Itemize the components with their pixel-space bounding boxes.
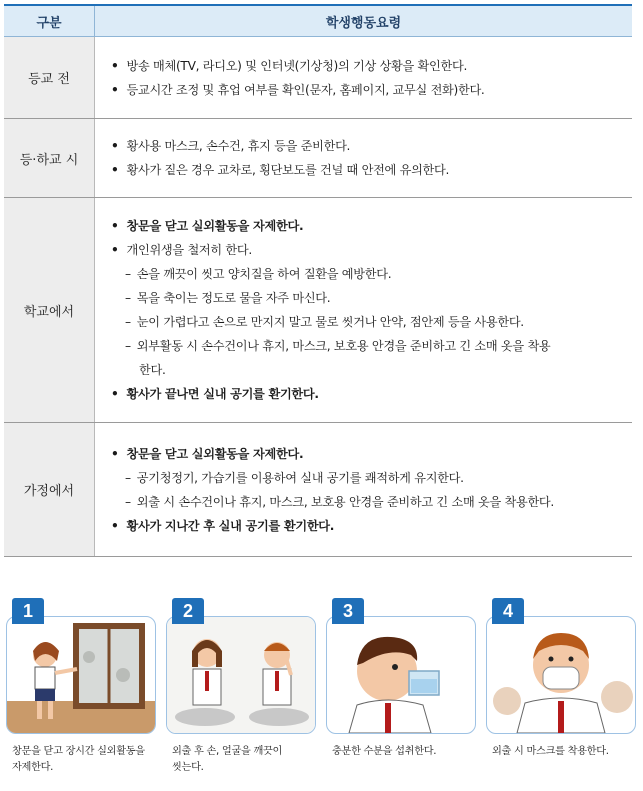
- header-category: 구분: [4, 6, 95, 36]
- step-number: 4: [492, 598, 524, 624]
- step-number: 1: [12, 598, 44, 624]
- students-washing-illustration: [166, 616, 316, 734]
- guideline-subitem: – 외출 시 손수건이나 휴지, 마스크, 보호용 안경을 준비하고 긴 소매 옷을 착용한다.: [109, 490, 620, 514]
- caption-line: 외출 후 손, 얼굴을 깨끗이: [172, 746, 283, 757]
- step-caption: [326, 744, 478, 760]
- caption-line: 씻는다.: [172, 762, 204, 773]
- step-card-1: [6, 600, 158, 776]
- step-caption: [166, 744, 318, 776]
- guideline-item: • 등교시간 조정 및 휴업 여부를 확인(문자, 홈페이지, 교무실 전화)한다.: [109, 78, 620, 102]
- table-row: [4, 198, 632, 423]
- step-card-4: [486, 600, 638, 760]
- row-content: [95, 423, 632, 556]
- step-caption: [6, 744, 158, 776]
- header-guideline: 학생행동요령: [325, 15, 402, 31]
- row-content: [95, 119, 632, 197]
- guideline-subitem: – 공기청정기, 가습기를 이용하여 실내 공기를 쾌적하게 유지한다.: [109, 466, 620, 490]
- row-category: 학교에서: [4, 198, 95, 422]
- row-category: 등교 전: [4, 37, 95, 118]
- behavior-guide-table: [4, 4, 632, 557]
- step-card-2: [166, 600, 318, 776]
- guideline-item: • 창문을 닫고 실외활동을 자제한다.: [109, 214, 620, 238]
- guideline-subitem: – 눈이 가렵다고 손으로 만지지 말고 물로 씻거나 안약, 점안제 등을 사용한다.: [109, 310, 620, 334]
- step-card-3: [326, 600, 478, 760]
- caption-line: 외출 시 마스크를 착용한다.: [492, 746, 609, 757]
- boy-wearing-mask-illustration: [486, 616, 636, 734]
- table-header: [4, 6, 632, 37]
- guideline-item: • 개인위생을 철저히 한다.: [109, 238, 620, 262]
- caption-line: 창문을 닫고 장시간 실외활동을: [12, 746, 145, 757]
- table-row: [4, 37, 632, 119]
- step-number: 2: [172, 598, 204, 624]
- guideline-item: • 창문을 닫고 실외활동을 자제한다.: [109, 442, 620, 466]
- guideline-item: • 황사가 지나간 후 실내 공기를 환기한다.: [109, 514, 620, 538]
- row-content: [95, 37, 632, 118]
- step-number: 3: [332, 598, 364, 624]
- guideline-item: • 황사용 마스크, 손수건, 휴지 등을 준비한다.: [109, 134, 620, 158]
- table-row: [4, 423, 632, 557]
- caption-line: 충분한 수분을 섭취한다.: [332, 746, 437, 757]
- girl-closing-window-illustration: [6, 616, 156, 734]
- caption-line: 자제한다.: [12, 762, 54, 773]
- guideline-item: • 황사가 끝나면 실내 공기를 환기한다.: [109, 382, 620, 406]
- step-caption: [486, 744, 638, 760]
- guideline-subitem: – 외부활동 시 손수건이나 휴지, 마스크, 보호용 안경을 준비하고 긴 소매 옷을 착용: [109, 334, 620, 358]
- row-content: [95, 198, 632, 422]
- guideline-item: • 황사가 짙은 경우 교차로, 횡단보도를 건널 때 안전에 유의한다.: [109, 158, 620, 182]
- guideline-subitem-continued: 한다.: [139, 363, 166, 377]
- guideline-item: • 방송 매체(TV, 라디오) 및 인터넷(기상청)의 기상 상황을 확인한다.: [109, 54, 620, 78]
- table-row: [4, 119, 632, 198]
- boy-drinking-water-illustration: [326, 616, 476, 734]
- row-category: 등·하교 시: [4, 119, 95, 197]
- guideline-subitem: – 목을 축이는 정도로 물을 자주 마신다.: [109, 286, 620, 310]
- row-category: 가정에서: [4, 423, 95, 556]
- guideline-subitem: – 손을 깨끗이 씻고 양치질을 하여 질환을 예방한다.: [109, 262, 620, 286]
